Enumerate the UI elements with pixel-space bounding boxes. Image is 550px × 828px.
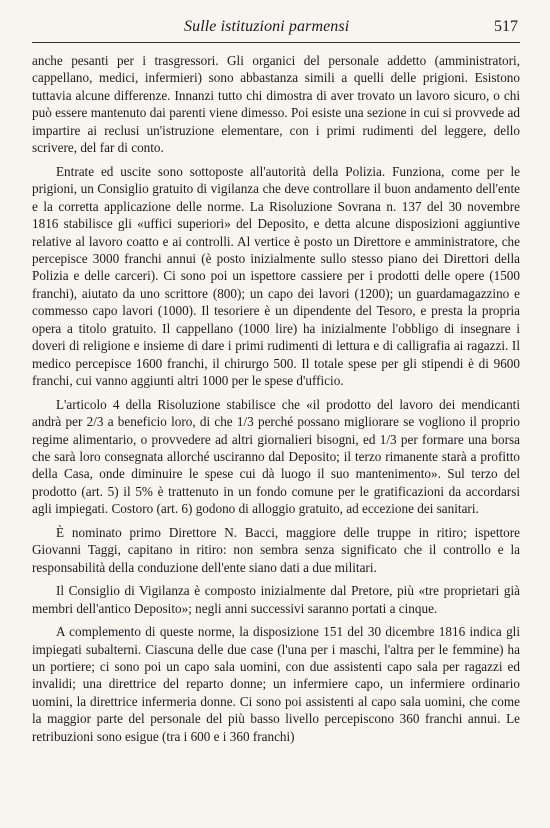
paragraph: A complemento di queste norme, la disposizione 151 del 30 dicembre 1816 indica gli impiegati subalterni. Ciascuna delle due case (l'una per i maschi, l'altra per le femmine) ha un portiere; ci sono poi un capo sala uomini, con due assistenti capo sala per ragazzi ed invalidi; una direttrice del reparto donne; un infermiere capo, un infermiere ordinario uomini, la direttrice infermeria donne. Ci sono poi assistenti al capo sala uomini, che come la maggior parte del personale del più basso livello percepiscono 360 franchi annui. Le retribuzioni sono esigue (tra i 600 e i 360 franchi) bbox=[32, 624, 520, 744]
paragraph: È nominato primo Direttore N. Bacci, maggiore delle truppe in ritiro; ispettore Giovanni Taggi, capitano in ritiro: non sembra senza significato che il controllo e la responsabilità della conduzione dell'ente siano dati a due militari. bbox=[32, 524, 520, 575]
page-number: 517 bbox=[494, 18, 518, 35]
page-header bbox=[32, 12, 520, 43]
paragraph: L'articolo 4 della Risoluzione stabilisce che «il prodotto del lavoro dei mendicanti andrà per 2/3 a beneficio loro, di che 1/3 perché possano migliorare se vogliono il proprio regime alimentario, o provvedere ad altri giornalieri bisogni, ed 1/3 per formare una borsa che sarà loro consegnata allorché usciranno dal Deposito; il terzo rimanente starà a profitto della Casa, onde diminuire le spese cui dà luogo il suo mantenimento». Sul terzo del prodotto (art. 5) il 5% è trattenuto in un fondo comune per le gratificazioni da accordarsi agli impiegati. Costoro (art. 6) godono di alloggio gratuito, ad eccezione dei sanitari. bbox=[32, 396, 520, 517]
paragraph: Entrate ed uscite sono sottoposte all'autorità della Polizia. Funziona, come per le prigioni, un Consiglio gratuito di vigilanza che deve controllare il buon andamento dell'ente e la corretta applicazione delle norme. La Risoluzione Sovrana n. 137 del 30 novembre 1816 stabilisce gli «uffici superiori» del Deposito, e detta alcune disposizioni aggiuntive relative al lavoro coatto e ai controlli. Al vertice è posto un Direttore e amministratore, che percepisce 3000 franchi annui (è posto inizialmente sullo stesso piano dei Direttori della Polizia e delle carceri). Ci sono poi un ispettore cassiere per i prodotti delle opere (1500 franchi), aiutato da uno scrittore (800); un capo dei lavori (1200); un guardamagazzino e commesso capo lavori (1000). Il tesoriere è un dipendente del Tesoro, e presta la propria opera a titolo gratuito. Il cappellano (1000 lire) ha inizialmente l'obbligo di insegnare i doveri di religione e insieme di dare i primi rudimenti di lettura e di calligrafia ai ragazzi. Il medico percepisce 1600 franchi, il chirurgo 500. Il totale spese per gli stipendi è di 9600 franchi, cui vanno aggiunti altri 1000 per le spese d'ufficio. bbox=[32, 163, 520, 389]
body-text bbox=[32, 52, 520, 751]
running-title: Sulle istituzioni parmensi bbox=[184, 18, 350, 35]
paragraph: Il Consiglio di Vigilanza è composto inizialmente dal Pretore, più «tre proprietari già membri dell'antico Deposito»; negli anni successivi saranno portati a cinque. bbox=[32, 583, 520, 616]
paragraph-continuation: anche pesanti per i trasgressori. Gli organici del personale addetto (amministratori, cappellano, medici, infermieri) sono abbastanza simili a quelli delle prigioni. Esistono tuttavia alcune differenze. Innanzi tutto chi dimostra di aver trovato un lavoro sicuro, o chi può essere mantenuto dai parenti viene dimesso. Poi esiste una sezione in cui si provvede ad impartire ai reclusi un'istruzione elementare, con i primi rudimenti del leggere, dello scrivere, del far di conto. bbox=[32, 53, 520, 156]
